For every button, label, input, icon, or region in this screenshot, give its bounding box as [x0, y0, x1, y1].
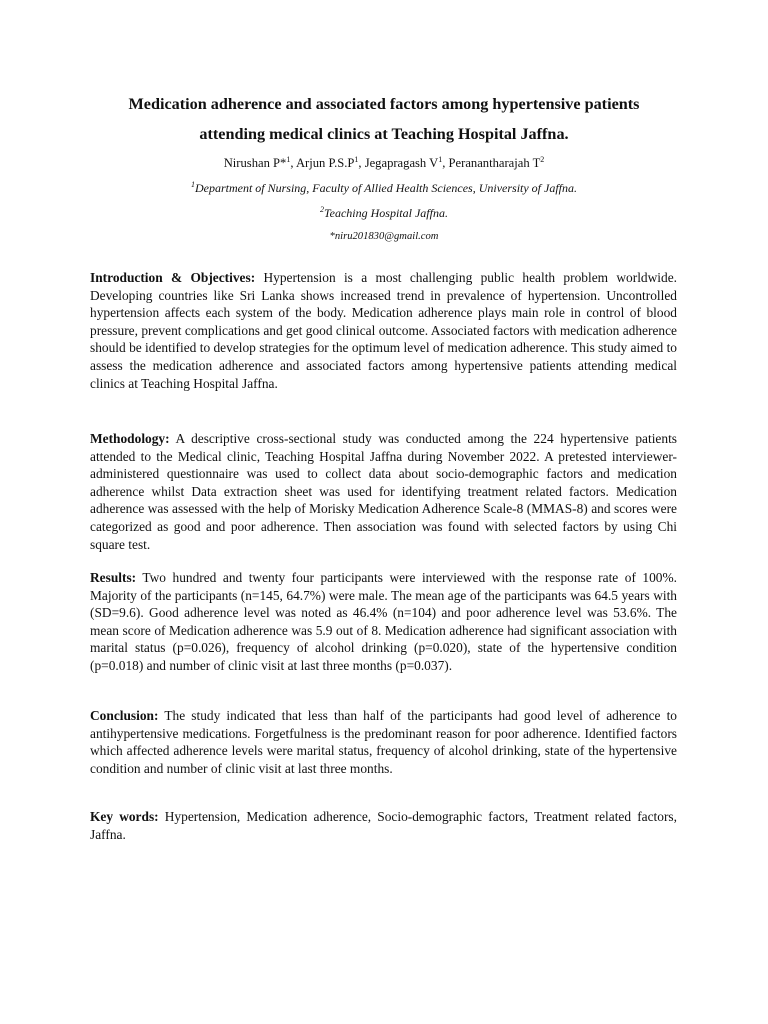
section-keywords: [90, 808, 677, 843]
affiliation-text: Department of Nursing, Faculty of Allied Health Sciences, University of Jaffna.: [194, 181, 578, 195]
affiliation-mark: 2: [320, 205, 325, 214]
section-results: [90, 569, 677, 675]
author-name: Nirushan P*: [223, 156, 287, 170]
author-name: Peranantharajah T: [448, 156, 541, 170]
corresponding-email: *niru201830@gmail.com: [329, 231, 439, 242]
section-methodology: [90, 430, 677, 553]
paper-title-line-1: Medication adherence and associated factors among hypertensive patients: [128, 95, 640, 113]
author-affiliation-mark: 1: [438, 154, 443, 164]
affiliation: [60, 205, 708, 221]
section-body: A descriptive cross-sectional study was conducted among the 224 hypertensive patients attended to the Medical clinic, Teaching Hospital Jaffna during November 2022. A pretested interviewer-administered questionnaire was used to collect data about socio-demographic factors and medication adherence whilst Data extraction sheet was used for identifying treatment related factors. Medication adherence was assessed with the help of Morisky Medication Adherence Scale-8 (MMAS-8) and scores were categorized as good and poor adherence. Then association was found with selected factors by using Chi square test.: [90, 431, 677, 552]
affiliation-mark: 1: [190, 180, 195, 189]
author-name: Jegapragash V: [364, 156, 439, 170]
author-name: Arjun P.S.P: [295, 156, 355, 170]
section-body: The study indicated that less than half of the participants had good level of adherence to antihypertensive medications. Forgetfulness is the predominant reason for poor adherence. Identified factors which affected adherence levels were marital status, frequency of alcohol drinking, state of the hypertensive condition and number of clinic visit at last three months.: [90, 708, 677, 776]
section-introduction: [90, 269, 677, 392]
author-separator: ,: [358, 156, 365, 170]
section-heading: Conclusion:: [90, 708, 159, 723]
author-affiliation-mark: 1: [286, 154, 291, 164]
author-separator: ,: [290, 156, 296, 170]
section-heading: Methodology:: [90, 431, 170, 446]
section-heading: Results:: [90, 570, 137, 585]
author-separator: ,: [442, 156, 449, 170]
author-affiliation-mark: 2: [540, 154, 545, 164]
author-list: [60, 155, 708, 171]
section-heading: Introduction & Objectives:: [90, 270, 256, 285]
section-conclusion: [90, 707, 677, 777]
section-body: Two hundred and twenty four participants were interviewed with the response rate of 100%. Majority of the participants (n=145, 64.7%) were male. The mean age of the participants was 64.5 years with (SD=9.6). Good adherence level was noted as 46.4% (n=104) and poor adherence level was 53.6%. The mean score of Medication adherence was 5.9 out of 8. Medication adherence had significant association with marital status (p=0.026), frequency of alcohol drinking (p=0.020), state of the hypertensive condition (p=0.018) and number of clinic visit at last three months (p=0.037).: [90, 570, 677, 673]
author-affiliation-mark: 1: [354, 154, 359, 164]
affiliation: [60, 180, 708, 196]
section-body: Hypertension, Medication adherence, Socio-demographic factors, Treatment related factors, Jaffna.: [90, 809, 677, 842]
affiliation-text: Teaching Hospital Jaffna.: [324, 206, 448, 220]
section-heading: Key words:: [90, 809, 159, 824]
section-body: Hypertension is a most challenging public health problem worldwide. Developing countries like Sri Lanka shows increased trend in prevalence of hypertension. Uncontrolled hypertension affects each system of the body. Medication adherence plays main role in control of blood pressure, prevent complications and get good clinical outcome. Associated factors with medication adherence should be identified to develop strategies for the optimum level of medication adherence. This study aimed to assess the medication adherence and associated factors among hypertensive patients attending medical clinics at Teaching Hospital Jaffna.: [90, 270, 677, 391]
paper-title-line-2: attending medical clinics at Teaching Hospital Jaffna.: [199, 125, 569, 143]
